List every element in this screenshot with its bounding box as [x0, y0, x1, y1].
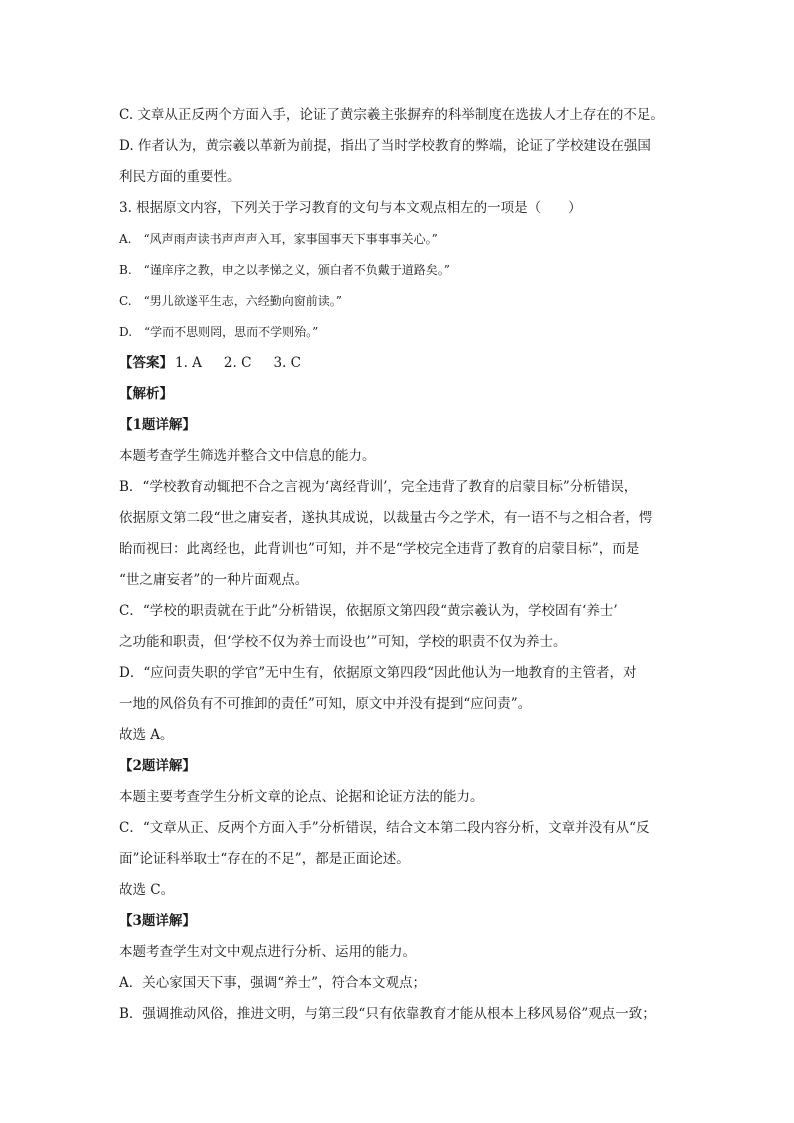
section-1-line: 之功能和职责，但‘学校不仅为养士而设也’”可知，学校的职责不仅为养士。 — [119, 634, 567, 650]
section-3-heading: 【3题详解】 — [119, 913, 196, 929]
q3-option-a: A. “风声雨声读书声声声入耳，家事国事天下事事事关心。” — [119, 232, 438, 246]
section-1-line: “世之庸妄者”的一种片面观点。 — [119, 572, 309, 588]
option-d-line-cont: 利民方面的重要性。 — [119, 169, 241, 185]
section-1-line: C．“学校的职责就在于此”分析错误，依据原文第四段“黄宗羲认为，学校固有‘养士’ — [119, 603, 618, 619]
section-1-line: 眙而视曰：此离经也，此背训也”可知，并不是“学校完全违背了教育的启蒙目标”，而是 — [119, 541, 640, 557]
document-content — [119, 100, 679, 1030]
question-3: 3. 根据原文内容，下列关于学习教育的文句与本文观点相左的一项是（ ） — [119, 200, 582, 216]
answer-line — [119, 348, 679, 379]
section-3-line: 本题考查学生对文中观点进行分析、运用的能力。 — [119, 944, 416, 960]
answer-value-3: 3. C — [273, 355, 301, 371]
section-2-line: 本题主要考查学生分析文章的论点、论据和论证方法的能力。 — [119, 789, 484, 805]
answer-label: 【答案】 — [119, 355, 173, 371]
q3-option-c: C. “男儿欲遂平生志，六经勤向窗前读。” — [119, 294, 342, 308]
section-1-line: 本题考查学生筛选并整合文中信息的能力。 — [119, 448, 376, 464]
option-c-line: C. 文章从正反两个方面入手，论证了黄宗羲主张摒弃的科举制度在选拔人才上存在的不足。 — [119, 107, 664, 123]
section-1-line: 依据原文第二段“世之庸妄者，遂执其成说，以裁量古今之学术，有一语不与之相合者，愕 — [119, 510, 653, 526]
section-2-line: C．“文章从正、反两个方面入手”分析错误，结合文本第二段内容分析，文章并没有从“反 — [119, 820, 650, 836]
section-1-line: D．“应问责失职的学官”无中生有，依据原文第四段“因此他认为一地教育的主管者，对 — [119, 665, 637, 681]
answer-value-2: 2. C — [223, 355, 252, 371]
section-1-line: 一地的风俗负有不可推卸的责任”可知，原文中并没有提到“应问责”。 — [119, 696, 532, 712]
section-2-line: 面”论证科举取士“存在的不足”，都是正面论述。 — [119, 851, 410, 867]
section-1-line: B．“学校教育动辄把不合之言视为‘离经背训’，完全违背了教育的启蒙目标”分析错误， — [119, 479, 638, 495]
section-2-conclusion: 故选 C。 — [119, 882, 175, 898]
answer-value-1: 1. A — [175, 355, 202, 371]
section-2-heading: 【2题详解】 — [119, 758, 196, 774]
section-1-conclusion: 故选 A。 — [119, 727, 174, 743]
q3-option-b: B. “谨庠序之教，申之以孝悌之义，颁白者不负戴于道路矣。” — [119, 263, 450, 277]
section-3-line: A．关心家国天下事，强调“养士”，符合本文观点； — [119, 975, 427, 991]
analysis-label: 【解析】 — [119, 386, 173, 402]
section-3-line: B．强调推动风俗，推进文明，与第三段“只有依靠教育才能从根本上移风易俗”观点一致； — [119, 1006, 656, 1022]
option-d-line: D. 作者认为，黄宗羲以革新为前提，指出了当时学校教育的弊端，论证了学校建设在强国 — [119, 138, 651, 154]
q3-option-d: D. “学而不思则罔，思而不学则殆。” — [119, 325, 319, 339]
section-1-heading: 【1题详解】 — [119, 417, 196, 433]
